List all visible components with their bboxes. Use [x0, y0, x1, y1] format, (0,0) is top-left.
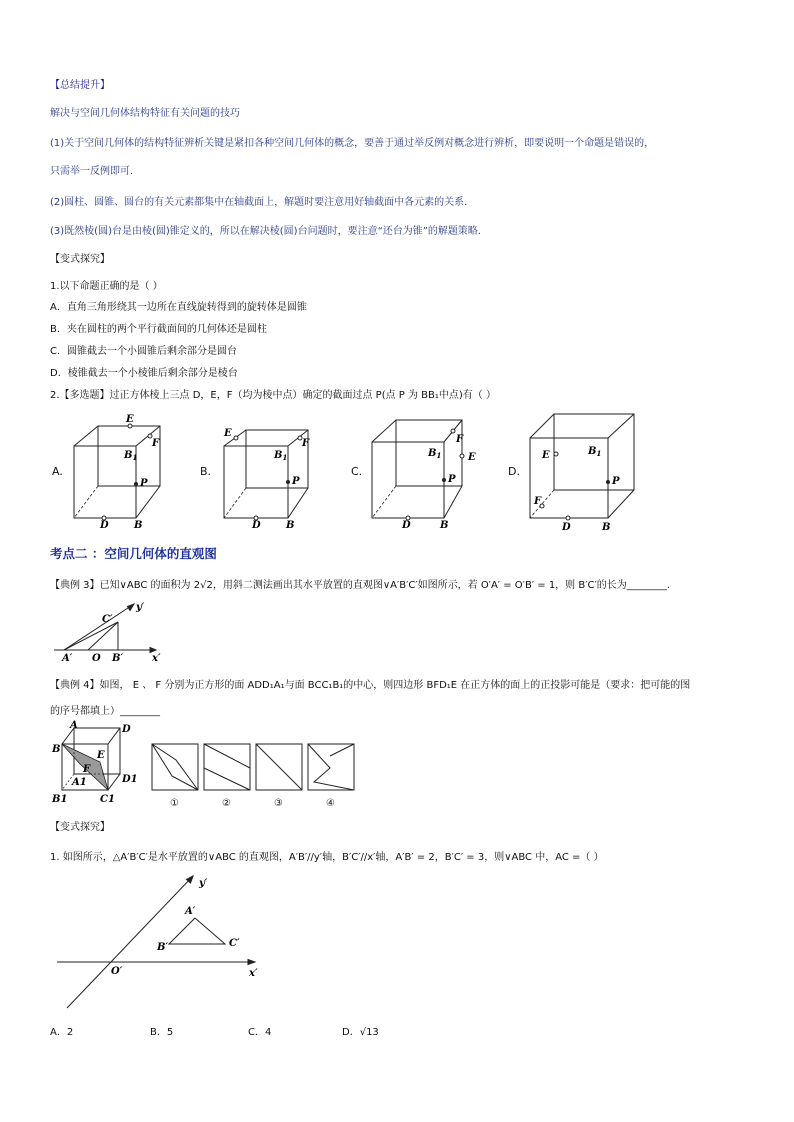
variant-question-1: 1. 如图所示，△A′B′C′是水平放置的∨ABC 的直观图，A′B′//y′轴，B′C′//x′轴，A′B′ = 2，B′C′ = 3，则∨ABC 中，AC =（ ）: [50, 852, 604, 863]
variant-option-d: D．√13: [342, 1027, 379, 1038]
example-4-choices: [150, 742, 360, 794]
variant-option-b: B．5: [150, 1027, 174, 1038]
variant-heading-2: 【变式探究】: [50, 822, 110, 833]
ex4-label-a1: A1: [72, 777, 87, 788]
cube-a-label-d: D: [100, 520, 109, 530]
question-1-option-c: C．圆锥截去一个小圆锥后剩余部分是圆台: [50, 346, 237, 357]
cube-c-label-b1-sub: 1: [436, 451, 442, 460]
cube-figure-c: [360, 412, 490, 530]
summary-title: 解决与空间几何体结构特征有关问题的技巧: [50, 108, 240, 119]
variant-figure: [55, 868, 275, 1014]
ex3-label-c: C′: [102, 614, 113, 625]
cube-option-d-label: D.: [508, 465, 520, 478]
choice-2: ②: [222, 798, 231, 809]
section-title: 考点二 ：空间几何体的直观图: [50, 546, 217, 561]
cube-b-label-b1-sub: 1: [282, 453, 288, 462]
cube-c-label-e: E: [468, 452, 476, 463]
cube-figure-d: [520, 410, 650, 534]
cube-d-label-b1-sub: 1: [596, 449, 602, 458]
ex4-label-d1: D1: [122, 774, 138, 785]
question-1: 1.以下命题正确的是（ ）: [50, 281, 163, 292]
question-2: 2.【多选题】过正方体棱上三点 D，E，F（均为棱中点）确定的截面过点 P(点 P 为 BB₁中点)有（ ）: [50, 390, 496, 401]
ex3-label-b: B′: [112, 653, 124, 664]
choice-4: ④: [326, 798, 335, 809]
ex4-label-b: B: [52, 744, 61, 755]
cube-d-label-p: P: [612, 476, 620, 487]
question-1-option-b: B．夹在圆柱的两个平行截面间的几何体还是圆柱: [50, 324, 267, 335]
cube-a-label-p: P: [140, 478, 148, 489]
svg-text:B1: [123, 450, 137, 462]
summary-p1b: 只需举一反例即可．: [50, 166, 140, 177]
ex4-label-f: F: [83, 764, 91, 775]
summary-p2: (2)圆柱、圆锥、圆台的有关元素都集中在轴截面上，解题时要注意用好轴截面中各元素的关系．: [50, 197, 475, 208]
choice-1: ①: [170, 798, 179, 809]
ex4-label-b1: B1: [52, 794, 68, 805]
example-4-line2: 的序号都填上）________: [50, 706, 160, 717]
cube-c-label-f: F: [456, 434, 464, 445]
variant-label-y: y′: [199, 878, 208, 889]
summary-heading: 【总结提升】: [50, 80, 110, 91]
variant-label-b: B′: [157, 942, 169, 953]
cube-c-label-p: P: [448, 474, 456, 485]
cube-d-label-b1: B: [588, 446, 597, 457]
question-1-option-d: D．棱锥截去一个小棱锥后剩余部分是棱台: [50, 368, 238, 379]
summary-p3: (3)既然棱(圆)台是由棱(圆)锥定义的，所以在解决棱(圆)台问题时，要注意“还台为锥”的解题策略．: [50, 226, 488, 237]
cube-a-label-f: F: [152, 438, 160, 449]
variant-option-c: C．4: [248, 1027, 272, 1038]
ex4-label-c1: C1: [100, 794, 115, 805]
cube-option-b-label: B.: [200, 465, 212, 478]
cube-b-label-f: F: [302, 438, 310, 449]
cube-option-c-label: C.: [351, 465, 363, 478]
ex4-label-a: A: [70, 720, 78, 731]
example-4-cube: [50, 720, 140, 810]
variant-label-o: O′: [111, 966, 123, 977]
cube-c-label-b: B: [440, 520, 449, 530]
cube-c-label-d: D: [402, 520, 411, 530]
question-1-option-a: A．直角三角形绕其一边所在直线旋转得到的旋转体是圆锥: [50, 302, 307, 313]
cube-option-a-label: A.: [52, 465, 63, 478]
example-3-figure: [50, 600, 170, 664]
variant-label-c: C′: [229, 938, 240, 949]
cube-c-label-b1: B: [428, 448, 437, 459]
svg-text:B1: [587, 446, 601, 458]
variant-option-a: A．2: [50, 1027, 74, 1038]
cube-b-label-b1: B: [274, 450, 283, 461]
ex3-label-a: A′: [62, 653, 73, 664]
cube-b-label-e: E: [224, 428, 232, 439]
ex3-label-x: x′: [152, 653, 161, 664]
cube-figure-b: [212, 414, 322, 530]
ex3-label-y: y′: [136, 602, 145, 613]
example-4-line1: 【典例 4】如图， E 、 F 分别为正方形的面 ADD₁A₁与面 BCC₁B₁的中心，则四边形 BFD₁E 在正方体的面上的正投影可能是（要求：把可能的图: [50, 680, 691, 691]
variant-label-a: A′: [185, 906, 196, 917]
cube-b-label-p: P: [292, 476, 300, 487]
ex4-label-e: E: [97, 750, 105, 761]
svg-text:B1: [427, 448, 441, 460]
cube-a-label-b1-sub: 1: [132, 453, 138, 462]
cube-b-label-d: D: [252, 520, 261, 530]
cube-a-label-b1: B: [124, 450, 133, 461]
ex3-label-o: O: [92, 653, 101, 664]
cube-a-label-b: B: [134, 520, 143, 530]
svg-text:B1: [273, 450, 287, 462]
cube-a-label-e: E: [126, 414, 134, 425]
example-3: 【典例 3】已知∨ABC 的面积为 2√2，用斜二测法画出其水平放置的直观图∨A′B′C′如图所示，若 O′A′ = O′B′ = 1，则 B′C′的长为________.: [50, 580, 670, 591]
summary-p1a: (1)关于空间几何体的结构特征辨析关键是紧扣各种空间几何体的概念，要善于通过举反例对概念进行辨析，即要说明一个命题是错误的，: [50, 138, 655, 149]
cube-d-label-b: B: [602, 522, 611, 533]
cube-d-label-d: D: [562, 522, 571, 533]
cube-b-label-b: B: [286, 520, 295, 530]
cube-figure-a: [60, 414, 180, 530]
cube-d-label-e: E: [542, 450, 550, 461]
ex4-label-d: D: [122, 724, 131, 735]
choice-3: ③: [274, 798, 283, 809]
cube-d-label-f: F: [534, 496, 542, 507]
variant-heading-1: 【变式探究】: [50, 254, 110, 265]
variant-label-x: x′: [249, 968, 258, 979]
